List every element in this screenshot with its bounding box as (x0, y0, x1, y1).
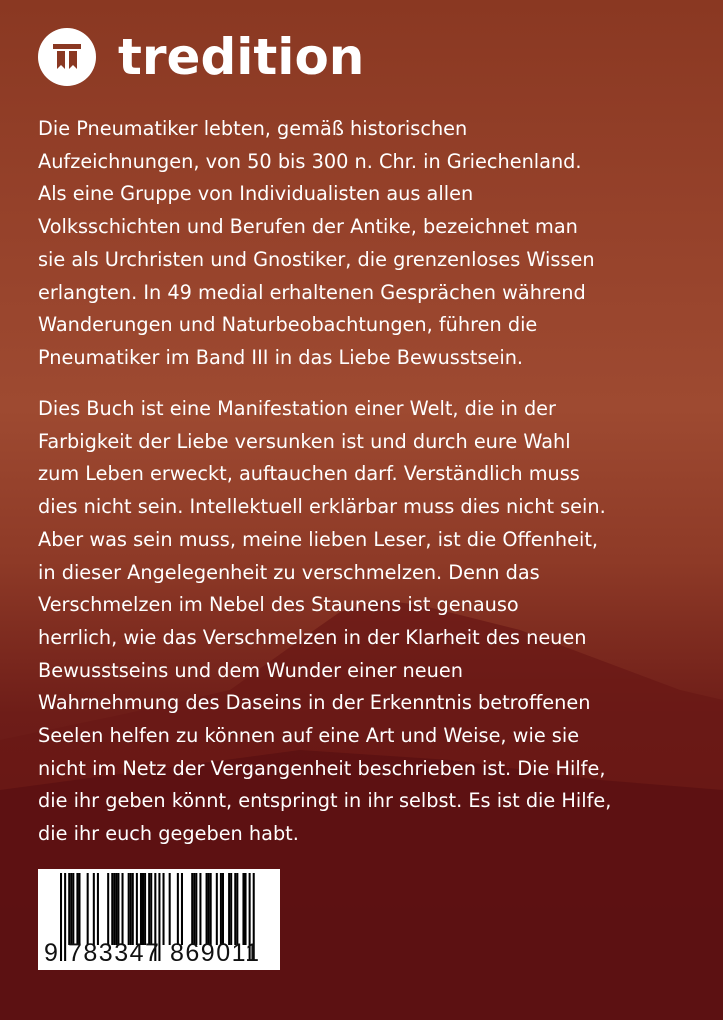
barcode-bar (216, 873, 218, 945)
tredition-logo-icon (38, 28, 96, 86)
publisher-name: tredition (118, 28, 365, 86)
barcode-bar (117, 873, 119, 945)
text-line: die ihr euch gegeben habt. (38, 822, 299, 846)
barcode-bar (230, 873, 232, 945)
barcode-bar (222, 873, 224, 945)
barcode-first-digit: 9 (44, 939, 58, 967)
text-line: Seelen helfen zu können auf eine Art und Weise, wie sie (38, 724, 580, 748)
barcode-bar (169, 873, 171, 945)
text-line: Die Pneumatiker lebten, gemäß historischen (38, 117, 468, 140)
text-line: Aber was sein muss, meine lieben Leser, ist die Offenheit, (38, 527, 599, 551)
barcode-bar (97, 873, 99, 945)
barcode-right-digits: 869011 (170, 939, 261, 967)
text-line: die ihr geben könnt, entspringt in ihr selbst. Es ist die Hilfe, (38, 789, 612, 813)
barcode-bar (68, 873, 70, 945)
text-line: Wanderungen und Naturbeobachtungen, führen die (38, 313, 538, 337)
description-paragraph-1 (38, 113, 595, 375)
text-line: erlangten. In 49 medial erhaltenen Gesprächen während (38, 280, 586, 304)
text-line: Wahrnehmung des Daseins in der Erkenntnis betroffenen (38, 691, 591, 715)
barcode-bar (122, 873, 124, 945)
barcode-bar (60, 873, 62, 961)
text-line: Farbigkeit der Liebe versunken ist und durch eure Wahl (38, 429, 571, 453)
barcode-bar (115, 873, 117, 945)
barcode-bar (132, 873, 134, 945)
text-line: Dies Buch ist eine Manifestation einer Welt, die in der (38, 397, 556, 420)
barcode-bar (245, 873, 247, 945)
text-line: herrlich, wie das Verschmelzen in der Klarheit des neuen (38, 625, 587, 649)
text-line: Bewusstseins und dem Wunder einer neuen (38, 658, 463, 682)
barcode-bar (136, 873, 138, 945)
text-line: Pneumatiker im Band III in das Liebe Bewusstsein. (38, 345, 524, 369)
text-line: Volksschichten und Berufen der Antike, bezeichnet man (38, 215, 578, 239)
barcode-bar (242, 873, 244, 945)
text-line: Aufzeichnungen, von 50 bis 300 n. Chr. in Griechenland. (38, 149, 582, 173)
barcode-bar (78, 873, 80, 945)
text-line: dies nicht sein. Intellektuell erklärbar muss dies nicht sein. (38, 495, 606, 519)
barcode-bar (206, 873, 208, 945)
barcode-bar (208, 873, 210, 945)
barcode-bar (144, 873, 146, 945)
barcode-bar (191, 873, 193, 945)
barcode-bar (72, 873, 74, 945)
barcode-bar (111, 873, 113, 945)
barcode-bar (181, 873, 183, 945)
barcode-bar (113, 873, 115, 945)
barcode-bar (210, 873, 212, 945)
barcode-bar (93, 873, 95, 945)
barcode-bar (70, 873, 72, 945)
barcode-bar (128, 873, 130, 945)
text-line: Verschmelzen im Nebel des Staunens ist genauso (38, 593, 519, 617)
barcode-bar (140, 873, 142, 945)
barcode-left-digits: 783347 (68, 939, 161, 967)
barcode-bar (236, 873, 238, 945)
text-line: Als eine Gruppe von Individualisten aus allen (38, 182, 474, 206)
barcode-bar (87, 873, 89, 945)
barcode-bar (148, 873, 150, 945)
barcode-bar (220, 873, 222, 945)
isbn-barcode (38, 869, 280, 970)
barcode-bar (163, 873, 165, 945)
barcode-bar (199, 873, 201, 945)
barcode-bar (195, 873, 197, 945)
barcode-bar (64, 873, 66, 961)
barcode-bar (150, 873, 152, 945)
text-line: sie als Urchristen und Gnostiker, die grenzenloses Wissen (38, 247, 595, 271)
text-line: zum Leben erweckt, auftauchen darf. Verständlich muss (38, 462, 580, 486)
text-line: in dieser Angelegenheit zu verschmelzen. Denn das (38, 560, 540, 584)
barcode-bar (107, 873, 109, 945)
barcode-bar (228, 873, 230, 945)
barcode-bar (130, 873, 132, 945)
barcode-bar (193, 873, 195, 945)
barcode-bar (234, 873, 236, 945)
publisher-logo (38, 28, 364, 86)
barcode-bar (177, 873, 179, 945)
text-line: nicht im Netz der Vergangenheit beschrieben ist. Die Hilfe, (38, 756, 606, 780)
barcode-bar (142, 873, 144, 945)
description-paragraph-2 (38, 393, 611, 851)
barcode-bar (76, 873, 78, 945)
